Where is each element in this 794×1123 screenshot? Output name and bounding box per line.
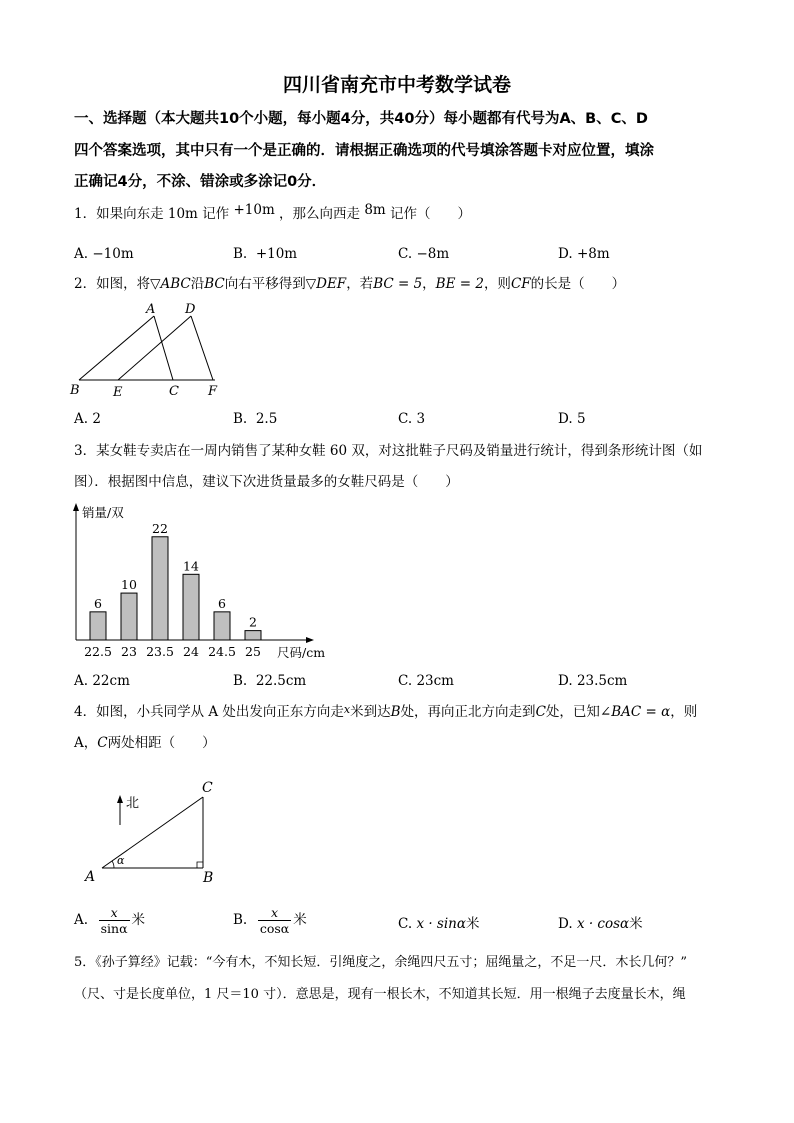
q4-label-a: A bbox=[85, 869, 96, 885]
q1-option-c[interactable]: C. −8m bbox=[398, 246, 450, 262]
q3-stem-line2: 图）．根据图中信息，建议下次进货量最多的女鞋尺码是（ ） bbox=[74, 474, 459, 490]
q4-label-alpha: α bbox=[117, 854, 125, 867]
right-angle-mark bbox=[197, 862, 203, 868]
q4-stem-line2: A，C两处相距（ ） bbox=[74, 735, 216, 751]
section-intro-line3: 正确记4分，不涂、错涂或多涂记0分． bbox=[74, 174, 327, 190]
chart-bar-24 bbox=[183, 574, 199, 640]
q4-option-b[interactable]: B. $\frac{x}{\cos\alpha}$ 米 bbox=[233, 905, 307, 936]
chart-bar-25 bbox=[245, 631, 261, 640]
q2-option-b[interactable]: B. 2.5 bbox=[233, 411, 278, 427]
chart-tick-label-24: 24 bbox=[183, 644, 199, 659]
q4-right-triangle-figure bbox=[80, 775, 230, 890]
chart-y-label: 销量/双 bbox=[82, 505, 124, 520]
chart-tick-label-23.5: 23.5 bbox=[146, 644, 174, 659]
chart-tick-label-24.5: 24.5 bbox=[208, 644, 236, 659]
q4-label-c: C bbox=[202, 780, 213, 796]
q1-stem-c: ，那么向西走 bbox=[279, 206, 361, 222]
chart-bar-23 bbox=[121, 593, 137, 640]
q1-option-d[interactable]: D. +8m bbox=[558, 246, 610, 262]
section-intro-line1: 一、选择题（本大题共10个小题，每小题4分，共40分）每小题都有代号为A、B、C、D bbox=[74, 111, 648, 127]
chart-y-axis-arrow bbox=[73, 503, 79, 511]
q5-stem-line2: （尺、寸是长度单位，1 尺＝10 寸）．意思是，现有一根长木，不知道其长短．用一根绳子去度量长木，绳 bbox=[74, 987, 686, 1002]
q4-option-c[interactable]: C. x · sinα米 bbox=[398, 916, 480, 932]
q3-stem-line1: 3．某女鞋专卖店在一周内销售了某种女鞋 60 双，对这批鞋子尺码及销量进行统计，得到条形统计图（如 bbox=[74, 443, 703, 459]
q2-option-d[interactable]: D. 5 bbox=[558, 411, 586, 427]
chart-bar-23.5 bbox=[152, 537, 168, 640]
q3-option-a[interactable]: A. 22cm bbox=[74, 673, 130, 689]
q4-option-a[interactable]: A. $\frac{x}{\sin\alpha}$ 米 bbox=[74, 905, 146, 936]
q2-segment-df bbox=[191, 316, 213, 380]
chart-x-label: 尺码/cm bbox=[277, 645, 326, 660]
q1-stem-b: +10m bbox=[233, 202, 275, 218]
q4-label-b: B bbox=[203, 870, 214, 886]
q2-stem: 2．如图，将▽ABC沿BC向右平移得到▽DEF，若BC = 5，BE = 2，则CF的长是（ ） bbox=[74, 276, 626, 292]
chart-value-label-25: 2 bbox=[249, 614, 257, 630]
chart-value-label-24.5: 6 bbox=[218, 595, 226, 611]
chart-bar-22.5 bbox=[90, 612, 106, 640]
q2-segment-ed bbox=[118, 316, 191, 380]
angle-arc bbox=[112, 861, 114, 868]
chart-bars bbox=[84, 521, 261, 659]
q2-label-f: F bbox=[208, 384, 218, 399]
q5-stem-line1: 5．《孙子算经》记载：“今有木，不知长短．引绳度之，余绳四尺五寸；屈绳量之，不足一尺．木长几何？” bbox=[74, 955, 688, 970]
page-title: 四川省南充市中考数学试卷 bbox=[282, 74, 511, 96]
q3-option-b[interactable]: B. 22.5cm bbox=[233, 673, 307, 689]
q3-option-c[interactable]: C. 23cm bbox=[398, 673, 454, 689]
chart-tick-label-25: 25 bbox=[245, 644, 261, 659]
q2-label-e: E bbox=[113, 385, 123, 400]
q2-label-c: C bbox=[169, 384, 179, 399]
q3-option-d[interactable]: D. 23.5cm bbox=[558, 673, 628, 689]
q2-segment-ba bbox=[79, 316, 154, 380]
chart-x-axis-arrow bbox=[306, 637, 314, 643]
north-label: 北 bbox=[126, 796, 140, 811]
chart-value-label-24: 14 bbox=[183, 558, 199, 574]
chart-tick-label-22.5: 22.5 bbox=[84, 644, 112, 659]
q1-stem-d: 8m bbox=[364, 202, 386, 218]
section-intro-line2: 四个答案选项，其中只有一个是正确的．请根据正确选项的代号填涂答题卡对应位置，填涂 bbox=[74, 143, 654, 159]
chart-tick-label-23: 23 bbox=[121, 644, 137, 659]
q1-stem bbox=[74, 202, 472, 223]
q2-option-a[interactable]: A. 2 bbox=[74, 411, 101, 427]
q4-option-d[interactable]: D. x · cosα米 bbox=[558, 916, 643, 932]
chart-value-label-23.5: 22 bbox=[152, 520, 168, 536]
q2-label-a: A bbox=[146, 302, 156, 317]
chart-value-label-23: 10 bbox=[121, 577, 137, 593]
chart-bar-24.5 bbox=[214, 612, 230, 640]
q2-translation-figure bbox=[65, 298, 235, 402]
q1-option-b[interactable]: B. +10m bbox=[233, 246, 298, 262]
q2-option-c[interactable]: C. 3 bbox=[398, 411, 426, 427]
north-arrow-icon bbox=[117, 795, 123, 803]
q2-segment-ac bbox=[154, 316, 173, 380]
q2-label-b: B bbox=[70, 383, 80, 398]
q1-stem-e: 记作（ ） bbox=[390, 206, 472, 222]
chart-value-label-22.5: 6 bbox=[94, 595, 102, 611]
q2-label-d: D bbox=[185, 302, 196, 317]
q4-stem-line1: 4．如图，小兵同学从 A 处出发向正东方向走$^x$米到达B处，再向正北方向走到C处，已知∠BAC = α，则 bbox=[74, 703, 698, 720]
q1-option-a[interactable]: A. −10m bbox=[74, 246, 134, 262]
q1-stem-a: 1．如果向东走 10m 记作 bbox=[74, 206, 230, 222]
q3-bar-chart bbox=[60, 500, 350, 662]
